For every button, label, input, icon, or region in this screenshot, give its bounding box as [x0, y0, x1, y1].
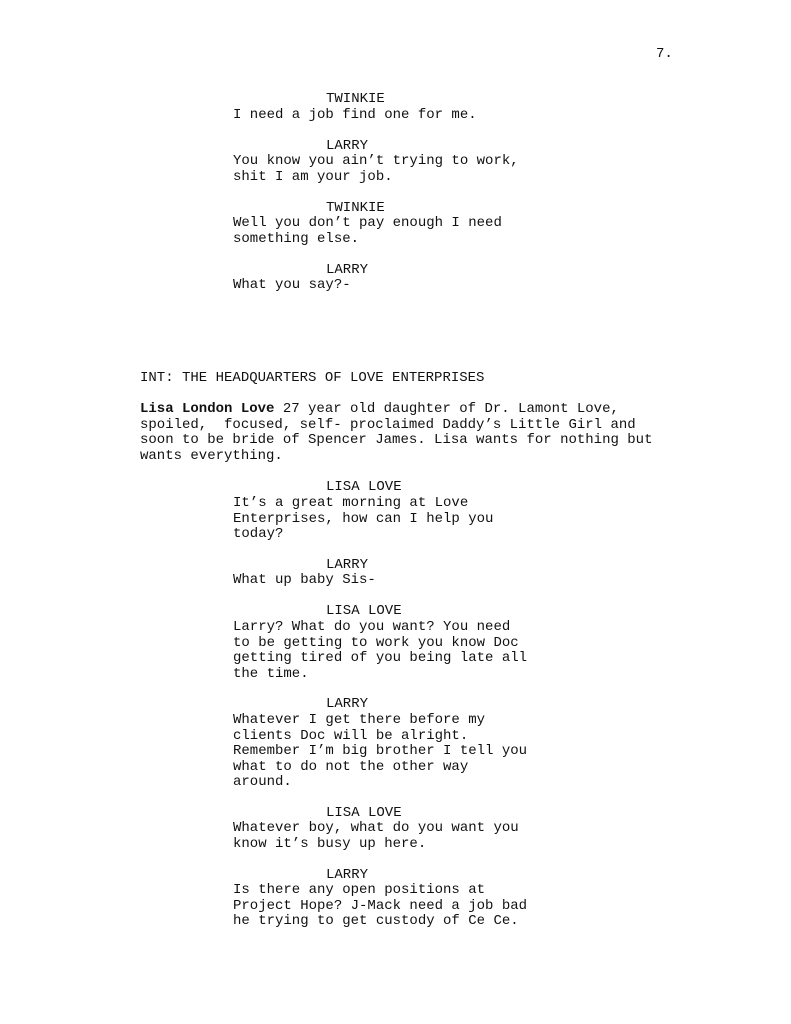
character-cue: LARRY — [326, 867, 369, 883]
dialogue-block — [233, 713, 527, 791]
dialogue-line: getting tired of you being late all — [233, 650, 528, 666]
action-block — [140, 402, 652, 464]
action-line: spoiled, focused, self- proclaimed Daddy’s Little Girl and — [140, 416, 636, 433]
dialogue-line: to be getting to work you know Doc — [233, 634, 519, 651]
scene-heading: INT: THE HEADQUARTERS OF LOVE ENTERPRISES — [140, 370, 485, 386]
dialogue-line: shit I am your job. — [233, 168, 393, 185]
character-cue: LARRY — [326, 138, 369, 154]
action-text: 27 year old daughter of Dr. Lamont Love, — [274, 401, 619, 417]
dialogue-line: Whatever boy, what do you want you — [233, 820, 519, 836]
dialogue-line: he trying to get custody of Ce Ce. — [233, 913, 519, 929]
dialogue-line: today? — [233, 526, 284, 542]
character-cue: LISA LOVE — [326, 603, 402, 619]
dialogue-block — [233, 154, 519, 185]
dialogue-line: know it’s busy up here. — [233, 835, 427, 852]
dialogue-line: Enterprises, how can I help you — [233, 510, 494, 527]
dialogue-line: the time. — [233, 665, 309, 682]
dialogue-block — [233, 821, 519, 852]
dialogue-block — [233, 108, 477, 124]
dialogue-line: I need a job find one for me. — [233, 107, 477, 123]
dialogue-block — [233, 573, 376, 589]
dialogue-block — [233, 620, 527, 682]
character-cue: LARRY — [326, 696, 369, 712]
dialogue-line: Remember I’m big brother I tell you — [233, 743, 528, 759]
dialogue-block — [233, 278, 351, 294]
character-name: Lisa London Love — [140, 401, 275, 417]
character-cue: LARRY — [326, 262, 369, 278]
dialogue-line: what to do not the other way — [233, 758, 469, 775]
dialogue-line: Project Hope? J-Mack need a job bad — [233, 897, 528, 914]
dialogue-line: What up baby Sis- — [233, 572, 376, 588]
action-line — [140, 402, 652, 418]
dialogue-block — [233, 883, 527, 930]
dialogue-line: clients Doc will be alright. — [233, 727, 469, 744]
dialogue-line: Larry? What do you want? You need — [233, 619, 511, 635]
character-cue: LISA LOVE — [326, 479, 402, 495]
dialogue-line: Well you don’t pay enough I need — [233, 215, 502, 231]
character-cue: LARRY — [326, 557, 369, 573]
character-cue: TWINKIE — [326, 200, 385, 216]
dialogue-line: You know you ain’t trying to work, — [233, 153, 519, 169]
dialogue-line: something else. — [233, 230, 360, 247]
character-cue: LISA LOVE — [326, 805, 402, 821]
dialogue-line: It’s a great morning at Love — [233, 495, 469, 511]
page-number: 7. — [656, 46, 673, 62]
action-line: wants everything. — [140, 447, 283, 464]
action-line: soon to be bride of Spencer James. Lisa wants for nothing but — [140, 432, 653, 448]
dialogue-block — [233, 496, 493, 543]
dialogue-line: What you say?- — [233, 277, 351, 293]
dialogue-line: around. — [233, 774, 292, 790]
dialogue-line: Whatever I get there before my — [233, 712, 486, 728]
dialogue-block — [233, 216, 502, 247]
character-cue: TWINKIE — [326, 91, 385, 107]
dialogue-line: Is there any open positions at — [233, 882, 486, 898]
